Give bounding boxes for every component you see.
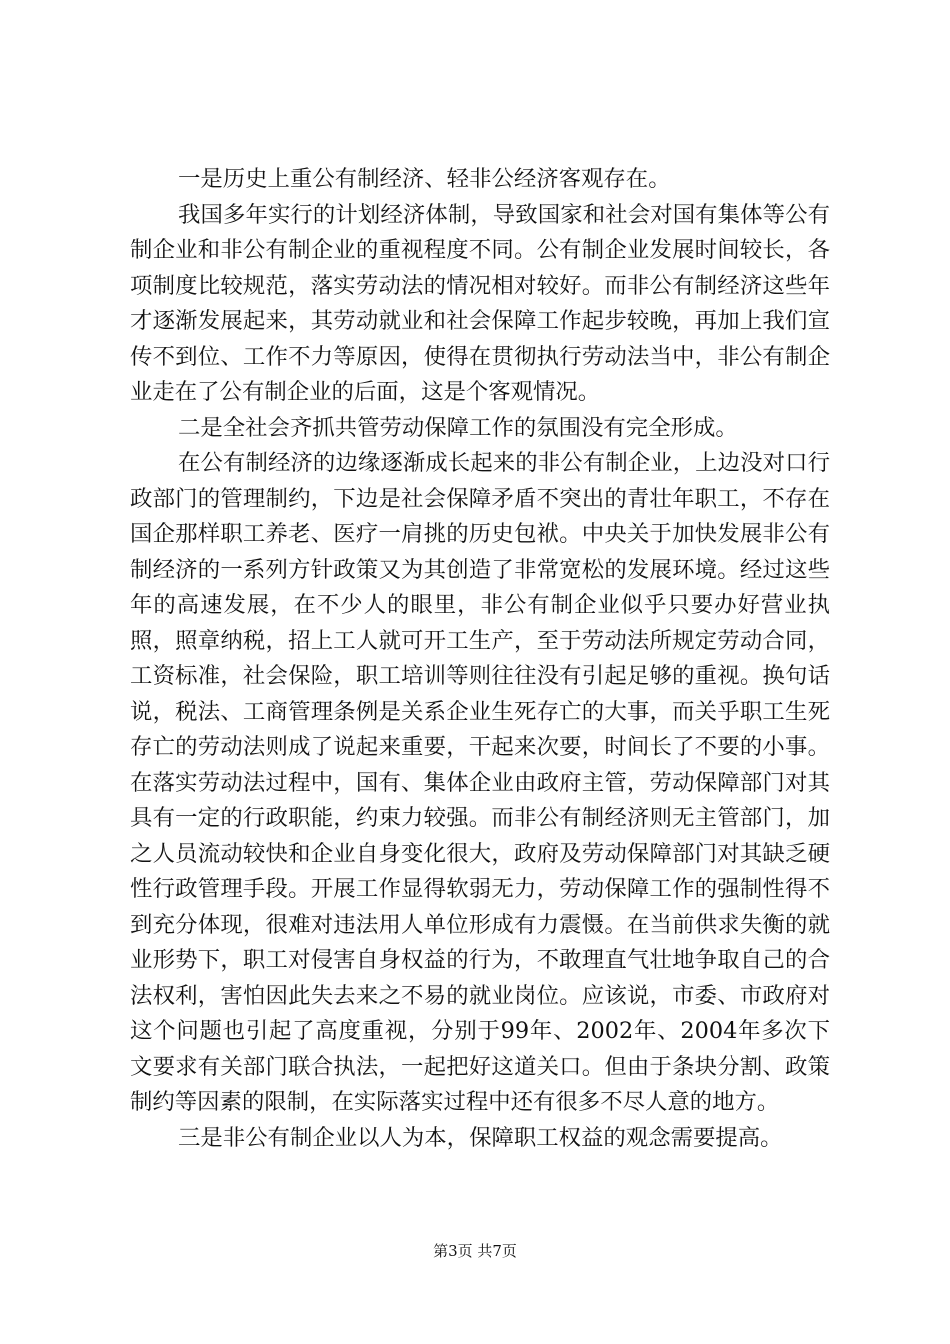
page-number-footer: 第3页 共7页 bbox=[433, 1242, 517, 1260]
document-body bbox=[130, 162, 830, 1156]
paragraph-body-2: 在公有制经济的边缘逐渐成长起来的非公有制企业，上边没对口行政部门的管理制约，下边是社会保障矛盾不突出的青壮年职工，不存在国企那样职工养老、医疗一肩挑的历史包袱。中央关于加快发展非公有制经济的一系列方针政策又为其创造了非常宽松的发展环境。经过这些年的高速发展，在不少人的眼里，非公有制企业似乎只要办好营业执照，照章纳税，招上工人就可开工生产，至于劳动法所规定劳动合同，工资标准，社会保险，职工培训等则往往没有引起足够的重视。换句话说，税法、工商管理条例是关系企业生死存亡的大事，而关乎职工生死存亡的劳动法则成了说起来重要，干起来次要，时间长了不要的小事。在落实劳动法过程中，国有、集体企业由政府主管，劳动保障部门对其具有一定的行政职能，约束力较强。而非公有制经济则无主管部门，加之人员流动较快和企业自身变化很大，政府及劳动保障部门对其缺乏硬性行政管理手段。开展工作显得软弱无力，劳动保障工作的强制性得不到充分体现，很难对违法用人单位形成有力震慑。在当前供求失衡的就业形势下，职工对侵害自身权益的行为，不敢理直气壮地争取自己的合法权利，害怕因此失去来之不易的就业岗位。应该说，市委、市政府对这个问题也引起了高度重视，分别于99年、2002年、2004年多次下文要求有关部门联合执法，一起把好这道关口。但由于条块分割、政策制约等因素的限制，在实际落实过程中还有很多不尽人意的地方。 bbox=[130, 450, 830, 1115]
paragraph-heading-3: 三是非公有制企业以人为本，保障职工权益的观念需要提高。 bbox=[178, 1124, 783, 1151]
paragraph-body-1: 我国多年实行的计划经济体制，导致国家和社会对国有集体等公有制企业和非公有制企业的重视程度不同。公有制企业发展时间较长，各项制度比较规范，落实劳动法的情况相对较好。而非公有制经济这些年才逐渐发展起来，其劳动就业和社会保障工作起步较晚，再加上我们宣传不到位、工作不力等原因，使得在贯彻执行劳动法当中，非公有制企业走在了公有制企业的后面，这是个客观情况。 bbox=[130, 201, 830, 405]
paragraph-heading-2: 二是全社会齐抓共管劳动保障工作的氛围没有完全形成。 bbox=[178, 414, 738, 441]
paragraph-heading-1: 一是历史上重公有制经济、轻非公经济客观存在。 bbox=[178, 166, 671, 192]
